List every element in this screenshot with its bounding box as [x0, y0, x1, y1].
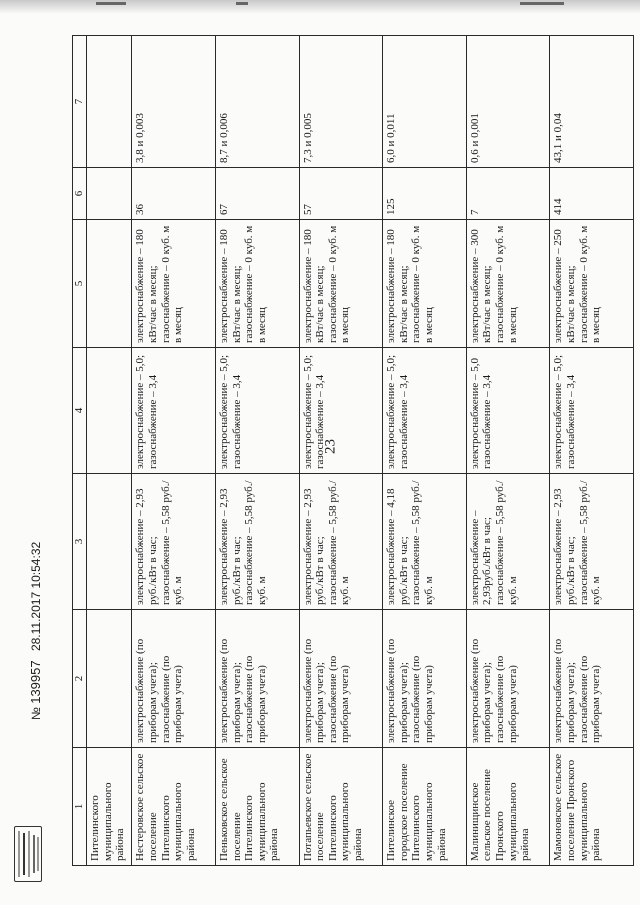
data-table	[72, 35, 634, 866]
table-row-continued	[87, 36, 132, 866]
tariff-cell: электроснабжение – 2,93 руб./кВт в час; газоснабжение – 5,58 руб./куб. м	[299, 474, 383, 610]
header-row	[73, 36, 87, 866]
value-cell: 3,8 и 0,003	[132, 36, 216, 168]
settlement-cell: Потапьевское сельское поселение Пителинского муниципального района	[299, 748, 383, 866]
value-cell: 7,3 и 0,005	[299, 36, 383, 168]
settlement-cell: Мамоновское сельское поселение Пронского муниципального района	[550, 748, 634, 866]
volume-cell: электроснабжение – 180 кВт/час в месяц; газоснабжение – 0 куб. м в месяц	[216, 220, 300, 348]
method-cell: электроснабжение (по приборам учета); газоснабжение (по приборам учета)	[383, 610, 467, 748]
settlement-cell: Нестеровское сельское поселение Пителинского муниципального района	[132, 748, 216, 866]
count-cell: 125	[383, 168, 467, 220]
value-cell: 6,0 и 0,011	[383, 36, 467, 168]
settlement-cell: Малинищинское сельское поселение Пронского муниципального района	[466, 748, 550, 866]
col-header: 3	[73, 474, 87, 610]
volume-cell: электроснабжение – 250 кВт/час в месяц; газоснабжение – 0 куб. м в месяц	[550, 220, 634, 348]
count-cell: 67	[216, 168, 300, 220]
table-row	[132, 36, 216, 866]
settlement-cell: Пеньковское сельское поселение Пителинского муниципального района	[216, 748, 300, 866]
number-sign: №	[29, 707, 43, 720]
count-cell: 36	[132, 168, 216, 220]
norm-cell: электроснабжение – 5,0; газоснабжение – 3,4	[550, 348, 634, 474]
col-header: 6	[73, 168, 87, 220]
volume-cell: электроснабжение – 180 кВт/час в месяц; газоснабжение – 0 куб. м в месяц	[299, 220, 383, 348]
scan-edge	[0, 0, 640, 14]
value-cell: 43,1 и 0,04	[550, 36, 634, 168]
tariff-cell: электроснабжение – 4,18 руб./кВт в час; газоснабжение – 5,58 руб./куб. м	[383, 474, 467, 610]
table-row	[466, 36, 550, 866]
page-number: 23	[322, 439, 339, 454]
volume-cell: электроснабжение – 180 кВт/час в месяц; газоснабжение – 0 куб. м в месяц	[383, 220, 467, 348]
settlement-cell: Пителинское городское поселение Пителинского муниципального района	[383, 748, 467, 866]
settlement-cell: Пителинского муниципального района	[87, 748, 132, 866]
norm-cell: электроснабжение – 5,0; газоснабжение – 3,4	[132, 348, 216, 474]
document-registration	[28, 542, 43, 720]
count-cell: 414	[550, 168, 634, 220]
tariff-cell: электроснабжение – 2,93 руб./кВт в час; газоснабжение – 5,58 руб./куб. м	[132, 474, 216, 610]
registry-stamp	[14, 826, 42, 882]
col-header: 1	[73, 748, 87, 866]
col-header: 5	[73, 220, 87, 348]
col-header: 4	[73, 348, 87, 474]
method-cell: электроснабжение (по приборам учета); газоснабжение (по приборам учета)	[132, 610, 216, 748]
method-cell: электроснабжение (по приборам учета); газоснабжение (по приборам учета)	[299, 610, 383, 748]
table-row	[383, 36, 467, 866]
norm-cell: электроснабжение – 5,0; газоснабжение – 3,4	[299, 348, 383, 474]
value-cell: 0,6 и 0,001	[466, 36, 550, 168]
tariff-cell: электроснабжение – 2,93руб./кВт в час; газоснабжение – 5,58 руб./куб. м	[466, 474, 550, 610]
tariff-cell: электроснабжение – 2,93 руб./кВт в час; газоснабжение – 5,58 руб./куб. м	[550, 474, 634, 610]
volume-cell: электроснабжение – 300 кВт/час в месяц; газоснабжение – 0 куб. м в месяц	[466, 220, 550, 348]
rotated-table-wrapper	[72, 36, 634, 866]
volume-cell: электроснабжение – 180 кВт/час в месяц; газоснабжение – 0 куб. м в месяц	[132, 220, 216, 348]
value-cell: 8,7 и 0,006	[216, 36, 300, 168]
col-header: 2	[73, 610, 87, 748]
tariff-cell: электроснабжение – 2,93 руб./кВт в час; газоснабжение – 5,58 руб./куб. м	[216, 474, 300, 610]
document-number: 139957	[28, 660, 43, 704]
document-timestamp: 28.11.2017 10:54:32	[29, 541, 43, 652]
method-cell: электроснабжение (по приборам учета); газоснабжение (по приборам учета)	[216, 610, 300, 748]
count-cell: 7	[466, 168, 550, 220]
table-row	[299, 36, 383, 866]
method-cell: электроснабжение (по приборам учета); газоснабжение (по приборам учета)	[466, 610, 550, 748]
table-row	[216, 36, 300, 866]
norm-cell: электроснабжение – 5,0; газоснабжение – 3,4	[383, 348, 467, 474]
norm-cell: электроснабжение – 5,0; газоснабжение – 3,4	[216, 348, 300, 474]
count-cell: 57	[299, 168, 383, 220]
method-cell: электроснабжение (по приборам учета); газоснабжение (по приборам учета)	[550, 610, 634, 748]
table-row	[550, 36, 634, 866]
col-header: 7	[73, 36, 87, 168]
norm-cell: электроснабжение – 5,0 газоснабжение – 3,4	[466, 348, 550, 474]
